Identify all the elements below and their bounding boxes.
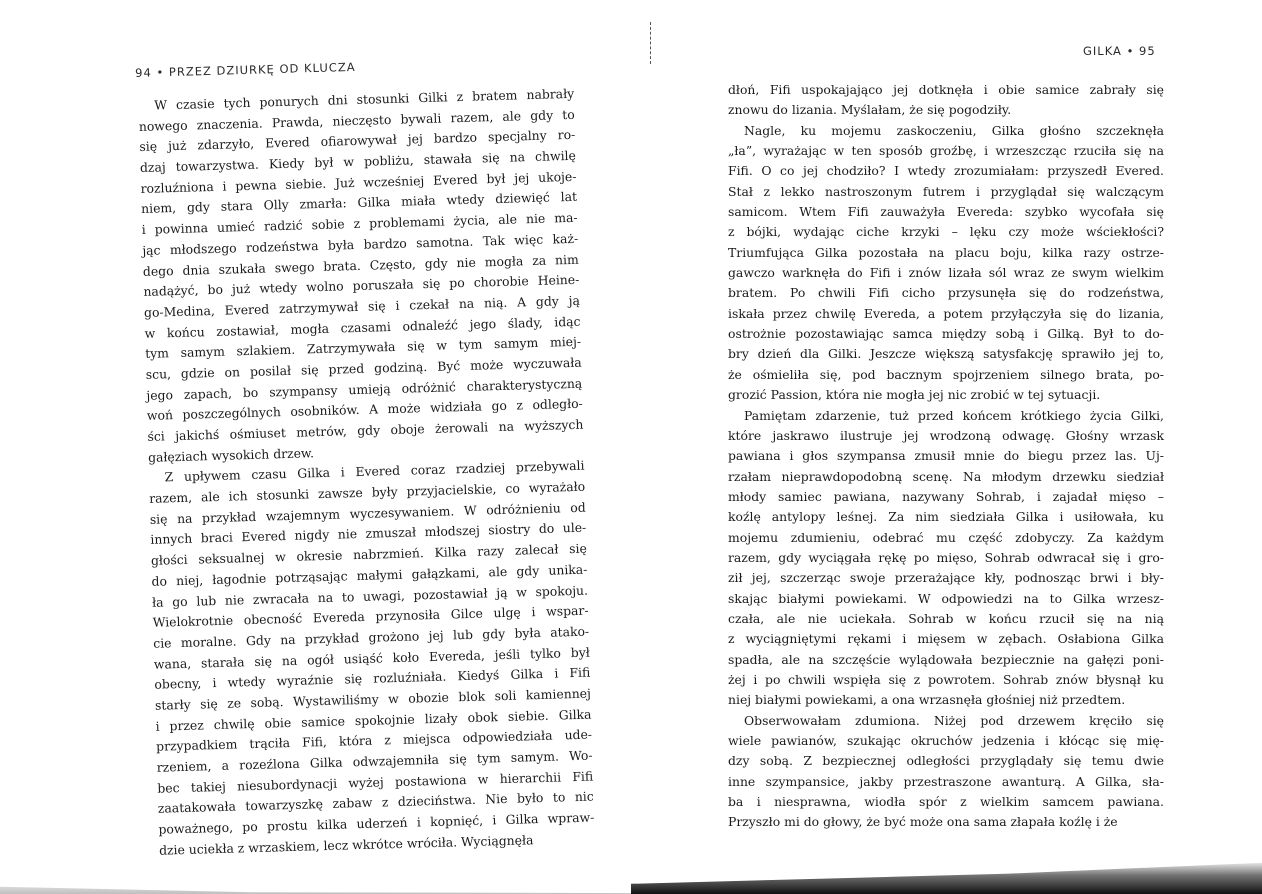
text-line: gawczo warknęła do Fifi i znów lizała sól wraz ze swym wielkim <box>728 265 1164 281</box>
text-line: dego dnia szukała swego brata. Często, gdy nie mogła za nim <box>142 251 579 279</box>
text-line: ostrożnie pozostawiając samca między sobą i Gilką. Był to do- <box>728 326 1164 342</box>
text-line: iskała przez chwilę Evereda, a potem przyłączyła się do lizania, <box>728 305 1164 321</box>
text-line: gałęziach wysokich drzew. <box>147 444 315 465</box>
text-line: poważnego, po prostu kilka uderzeń i kopnięć, i Gilka wpraw- <box>158 809 595 837</box>
right-running-header: GILKA • 95 <box>1083 44 1156 58</box>
text-line: jąc młodszego rodzeństwa była bardzo samotna. Tak więc każ- <box>142 230 579 258</box>
right-page <box>631 0 1262 894</box>
text-line: niem, gdy stara Olly zmarła: Gilka miała wtedy dziewięć lat <box>140 189 578 217</box>
text-line: rzałam nieprawdopodobną scenę. Na młodym drzewku siedział <box>728 468 1164 484</box>
text-line: Z upływem czasu Gilka i Evered coraz rzadziej przebywali <box>164 458 585 485</box>
text-line: Wielokrotnie obecność Evereda przynosiła Gilce ulgę i wspar- <box>152 602 589 630</box>
text-line: że ośmieliła się, pod bacznym spojrzeniem silnego brata, po- <box>728 366 1164 382</box>
text-line: się już zdarzyło, Evered ofiarowywał jej bardzo specjalny ro- <box>139 127 576 155</box>
text-line: i przez chwilę obie samice spokojnie lizały obok siebie. Gilka <box>155 706 592 734</box>
text-line: ści jakichś ośmiuset metrów, gdy oboje żerowali na wyższych <box>147 416 584 444</box>
text-line: dłoń, Fifi uspokajająco jej dotknęła i obie samice zabrały się <box>728 82 1164 97</box>
text-line: zaatakowała towarzyszkę zabaw z dzieciństwa. Nie było to nic <box>157 788 594 817</box>
text-line: tym samym szlakiem. Zatrzymywała się w tym samym miej- <box>144 333 582 362</box>
text-line: Nagle, ku mojemu zaskoczeniu, Gilka głośno szczeknęła <box>744 122 1164 138</box>
text-line: starły się ze sobą. Wystawiliśmy w obozie blok soli kamiennej <box>154 685 592 713</box>
text-line: Pamiętam zdarzenie, tuż przed końcem krótkiego życia Gilki, <box>744 407 1164 423</box>
text-line: Fifi. O co jej chodziło? I wtedy zrozumiałam: przyszedł Evered. <box>728 163 1164 179</box>
text-line: ził jej, szczerząc swoje przerażające kły, podnosząc brwi i bły- <box>728 570 1164 586</box>
text-line: scu, gdzie on posilał się przed godziną. Być może wyczuwała <box>145 354 582 382</box>
text-line: rzeniem, a rozeźlona Gilka odwzajemniła się tym samym. Wo- <box>156 747 593 775</box>
text-line: bry dzień dla Gilki. Jeszcze większą satysfakcję sprawiło jej to, <box>728 346 1164 362</box>
text-line: znowu do lizania. Myślałam, że się pogodziły. <box>728 102 1012 118</box>
text-line: w końcu zostawiał, mogła czasami odnaleźć jego ślady, idąc <box>144 313 581 341</box>
text-line: „ła”, wyrażając w ten sposób groźbę, i wrzeszcząc rzuciła się na <box>728 143 1164 159</box>
text-line: głości seksualnej w okresie nabrzmień. Kilka razy zalecał się <box>150 540 588 568</box>
text-line: Obserwowałam zdumiona. Niżej pod drzewem kręciło się <box>744 712 1164 728</box>
text-line: dzaj towarzystwa. Kiedy był w pobliżu, stawała się na chwilę <box>139 147 577 176</box>
text-line: samicom. Wtem Fifi zauważyła Evereda: szybko wycofała się <box>728 204 1164 220</box>
text-line: jego zapach, bo szympansy umieją odróżnić charakterystyczną <box>146 375 583 403</box>
text-line: dzy sobą. Z bezpiecznej odległości przyglądały się temu dwie <box>728 753 1164 769</box>
text-line: innych braci Evered nigdy nie zmuszał młodszej siostry do ule- <box>150 520 587 548</box>
text-line: z bójki, wydając ciche krzyki – lęku czy może wściekłości? <box>728 224 1164 240</box>
text-line: które jaskrawo ilustruje jej wrodzoną odwagę. Głośny wrzask <box>728 427 1164 443</box>
text-line: Triumfująca Gilka pozostała na placu boju, kilka razy ostrze- <box>728 244 1164 260</box>
text-line: Stał z lekko nastroszonym futrem i przyglądał się walczącym <box>728 183 1164 199</box>
text-line: Przyszło mi do głowy, że być może ona sama złapała koźlę i że <box>728 814 1118 830</box>
text-line: nowego znaczenia. Prawda, nieczęsto bywali razem, ale gdy to <box>138 106 575 134</box>
text-line: woń poszczególnych osobników. A może widziała go z odległo- <box>146 396 583 424</box>
text-line: inne szympansice, jakby przestraszone awanturą. A Gilka, sła- <box>728 773 1164 789</box>
text-line: się na przykład wzajemnym wyczesywaniem. W odróżnieniu od <box>149 499 586 527</box>
text-line: ba i niesprawna, wiodła spór z wielkim samcem pawiana. <box>728 794 1164 810</box>
text-line: grozić Passion, która nie mogła jej nic zrobić w tej sytuacji. <box>728 387 1101 403</box>
text-line: rozluźniona i pewna siebie. Już wcześniej Evered był jej ukoje- <box>140 168 577 196</box>
text-line: bec takiej niesubordynacji wyżej postawiona w hierarchii Fifi <box>157 768 594 796</box>
text-line: bratem. Po chwili Fifi cicho przysunęła się do rodzeństwa, <box>728 285 1164 301</box>
text-line: cie moralne. Gdy na przykład grożono jej lub gdy była atako- <box>153 623 590 651</box>
text-line: go-Medina, Evered zatrzymywał się i czekał na nią. A gdy ją <box>143 292 581 320</box>
left-running-header: 94 • PRZEZ DZIURKĘ OD KLUCZA <box>135 59 356 80</box>
text-line: niej białymi powiekami, a ona wrzasnęła głośniej niż przedtem. <box>728 692 1126 708</box>
left-page-text <box>138 84 595 861</box>
text-line: wana, starała się na ogół usiąść koło Evereda, jeśli tylko był <box>153 644 590 672</box>
text-line: obecny, i wtedy wyraźnie się rozluźniała. Kiedyś Gilka i Fifi <box>154 664 591 693</box>
text-line: razem, gdy wyciągała rękę po mięso, Sohrab odwracał się i gro- <box>728 549 1164 565</box>
text-line: koźlę antylopy leśnej. Za nim siedziała Gilka i usiłowała, ku <box>728 509 1164 525</box>
text-line: ła go lub nie zwracała na to uwagi, pozostawiał ją w spokoju. <box>151 582 589 610</box>
text-line: przypadkiem trąciła Fifi, która z miejsca odpowiedziała ude- <box>155 726 593 755</box>
text-line: i powinna umieć radzić sobie z problemami życia, ale nie ma- <box>141 209 578 238</box>
text-line: czała, ale nie uciekała. Sohrab w końcu rzucił się na nią <box>728 610 1164 626</box>
text-line: dzie uciekła z wrzaskiem, lecz wkrótce wróciła. Wyciągnęła <box>158 832 534 858</box>
text-line: młody samiec pawiana, nazywany Sohrab, i zajadał mięso – <box>728 488 1164 504</box>
text-line: do niej, łagodnie potrząsając małymi gałązkami, ale gdy unika- <box>151 561 588 589</box>
text-line: z wyciągniętymi rękami i mięsem w zębach. Osłabiona Gilka <box>728 631 1164 647</box>
text-line: razem, ale ich stosunki zawsze były przyjacielskie, co wyrażało <box>149 478 586 506</box>
gutter-mark <box>650 22 652 64</box>
right-page-text <box>728 80 1164 833</box>
text-line: spadła, ale na szczęście wylądowała bezpiecznie na gałęzi poni- <box>728 651 1164 667</box>
scan-shadow-left <box>0 876 631 894</box>
text-line: pawiana i głos szympansa zmusił mnie do biegu przez las. Uj- <box>728 448 1164 464</box>
text-line: nadążyć, bo już wtedy wolno poruszała się po chorobie Heine- <box>143 271 580 300</box>
text-line: W czasie tych ponurych dni stosunki Gilki z bratem nabrały <box>154 85 575 113</box>
text-line: żej i po chwili wspięła się z powrotem. Sohrab znów błysnął ku <box>728 671 1164 687</box>
text-line: mojemu zdumieniu, odebrać mu część zdobyczy. Za każdym <box>728 529 1164 545</box>
text-line: skając białymi powiekami. W odpowiedzi na to Gilka wrzesz- <box>728 590 1164 606</box>
text-line: wiele pawianów, szukając okruchów jedzenia i kłócąc się mię- <box>728 733 1164 748</box>
